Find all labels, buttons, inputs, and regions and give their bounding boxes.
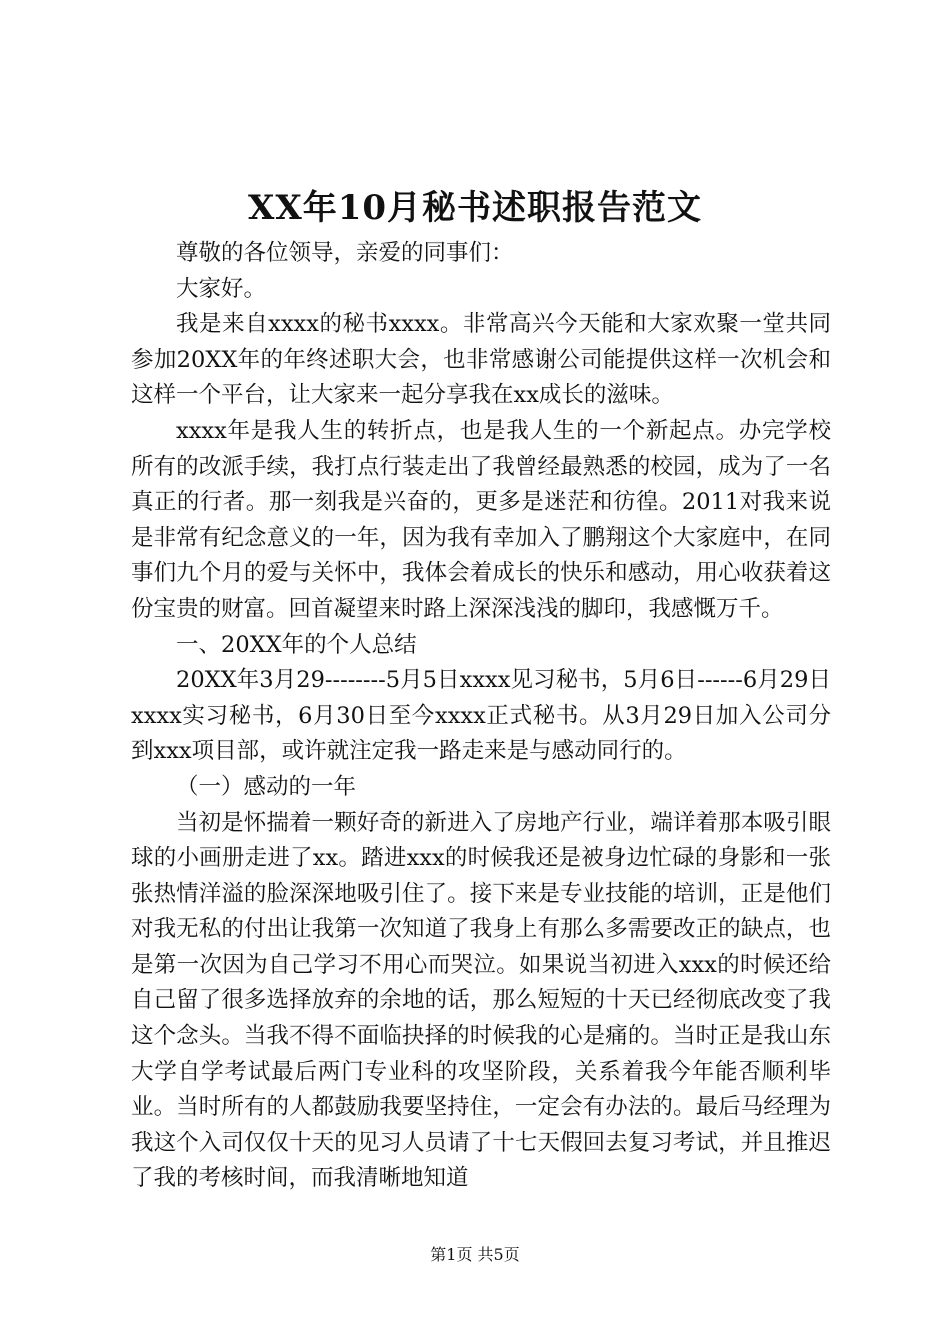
document-title: XX年10月秘书述职报告范文 — [247, 188, 703, 228]
section-heading-summary: 一、20XX年的个人总结 — [176, 631, 417, 658]
paragraph-story: 当初是怀揣着一颗好奇的新进入了房地产行业，端详着那本吸引眼球的小画册走进了xx。踏进xxx的时候我还是被身边忙碌的身影和一张张热情洋溢的脸深深地吸引住了。接下来是专业技能的培训，正是他们对我无私的付出让我第一次知道了我身上有那么多需要改正的缺点，也是第一次因为自己学习不用心而哭泣。如果说当初进入xxx的时候还给自己留了很多选择放弃的余地的话，那么短短的十天已经彻底改变了我这个念头。当我不得不面临抉择的时候我的心是痛的。当时正是我山东大学自学考试最后两门专业科的攻坚阶段，关系着我今年能否顺利毕业。当时所有的人都鼓励我要坚持住，一定会有办法的。最后马经理为我这个入司仅仅十天的见习人员请了十七天假回去复习考试，并且推迟了我的考核时间，而我清晰地知道 — [131, 809, 831, 1192]
paragraph-salutation: 尊敬的各位领导，亲爱的同事们： — [176, 240, 514, 266]
subsection-heading-touching-year: （一）感动的一年 — [176, 773, 357, 800]
document-body — [131, 236, 831, 1197]
paragraph-intro: 我是来自xxxx的秘书xxxx。非常高兴今天能和大家欢聚一堂共同参加20XX年的年终述职大会，也非常感谢公司能提供这样一次机会和这样一个平台，让大家来一起分享我在xx成长的滋味。 — [131, 311, 831, 409]
paragraph-greeting: 大家好。 — [176, 275, 267, 302]
paragraph-turning-point: xxxx年是我人生的转折点，也是我人生的一个新起点。办完学校所有的改派手续，我打点行装走出了我曾经最熟悉的校园，成为了一名真正的行者。那一刻我是兴奋的，更多是迷茫和彷徨。2011对我来说是非常有纪念意义的一年，因为我有幸加入了鹏翔这个大家庭中，在同事们九个月的爱与关怀中，我体会着成长的快乐和感动，用心收获着这份宝贵的财富。回首凝望来时路上深深浅浅的脚印，我感慨万千。 — [131, 417, 831, 622]
paragraph-timeline: 20XX年3月29--------5月5日xxxx见习秘书，5月6日------6月29日xxxx实习秘书，6月30日至今xxxx正式秘书。从3月29日加入公司分到xxx项目部，或许就注定我一路走来是与感动同行的。 — [131, 667, 831, 765]
page-number-footer: 第1页 共5页 — [430, 1245, 520, 1264]
